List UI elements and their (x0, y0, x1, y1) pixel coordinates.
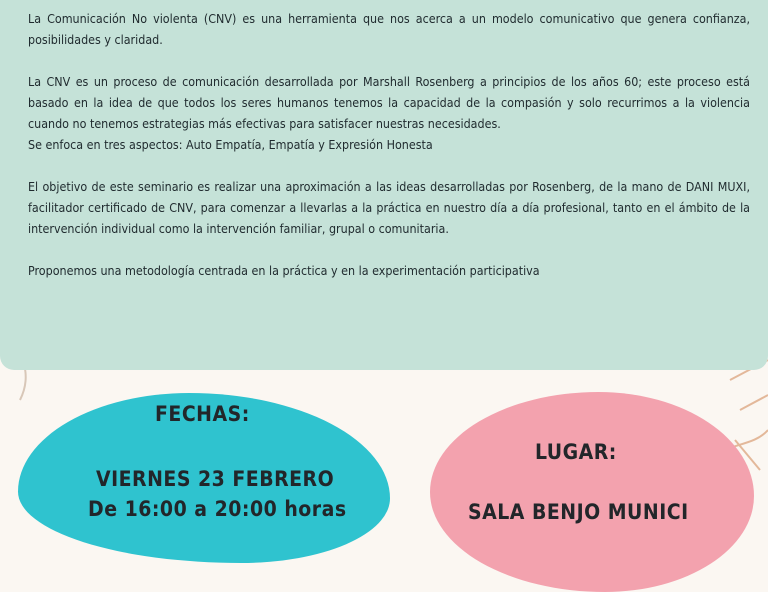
fechas-date: VIERNES 23 FEBRERO (96, 467, 335, 491)
lugar-blob (430, 392, 754, 592)
paragraph-aspects: Se enfoca en tres aspectos: Auto Empatía, Empatía y Expresión Honesta (28, 137, 433, 152)
paragraph-intro: La Comunicación No violenta (CNV) es una herramienta que nos acerca a un modelo comunicativo que genera confianza, posibilidades y claridad. (28, 11, 750, 47)
lugar-title: LUGAR: (535, 440, 617, 464)
fechas-time: De 16:00 a 20:00 horas (88, 497, 347, 521)
description-text (28, 8, 750, 281)
fechas-title: FECHAS: (155, 402, 250, 426)
lugar-venue: SALA BENJO MUNICI (468, 500, 689, 524)
paragraph-objective: El objetivo de este seminario es realizar una aproximación a las ideas desarrolladas por Rosenberg, de la mano de DANI MUXI, facilitador certificado de CNV, para comenzar a llevarlas a la práctica en nuestro día a día profesional, tanto en el ámbito de la intervención individual como la intervención familiar, grupal o comunitaria. (28, 179, 750, 236)
paragraph-cnv-process: La CNV es un proceso de comunicación desarrollada por Marshall Rosenberg a principios de los años 60; este proceso está basado en la idea de que todos los seres humanos tenemos la capacidad de la compasión y solo recurrimos a la violencia cuando no tenemos estrategias más efectivas para satisfacer nuestras necesidades. (28, 74, 750, 131)
paragraph-methodology: Proponemos una metodología centrada en la práctica y en la experimentación participativa (28, 263, 540, 278)
